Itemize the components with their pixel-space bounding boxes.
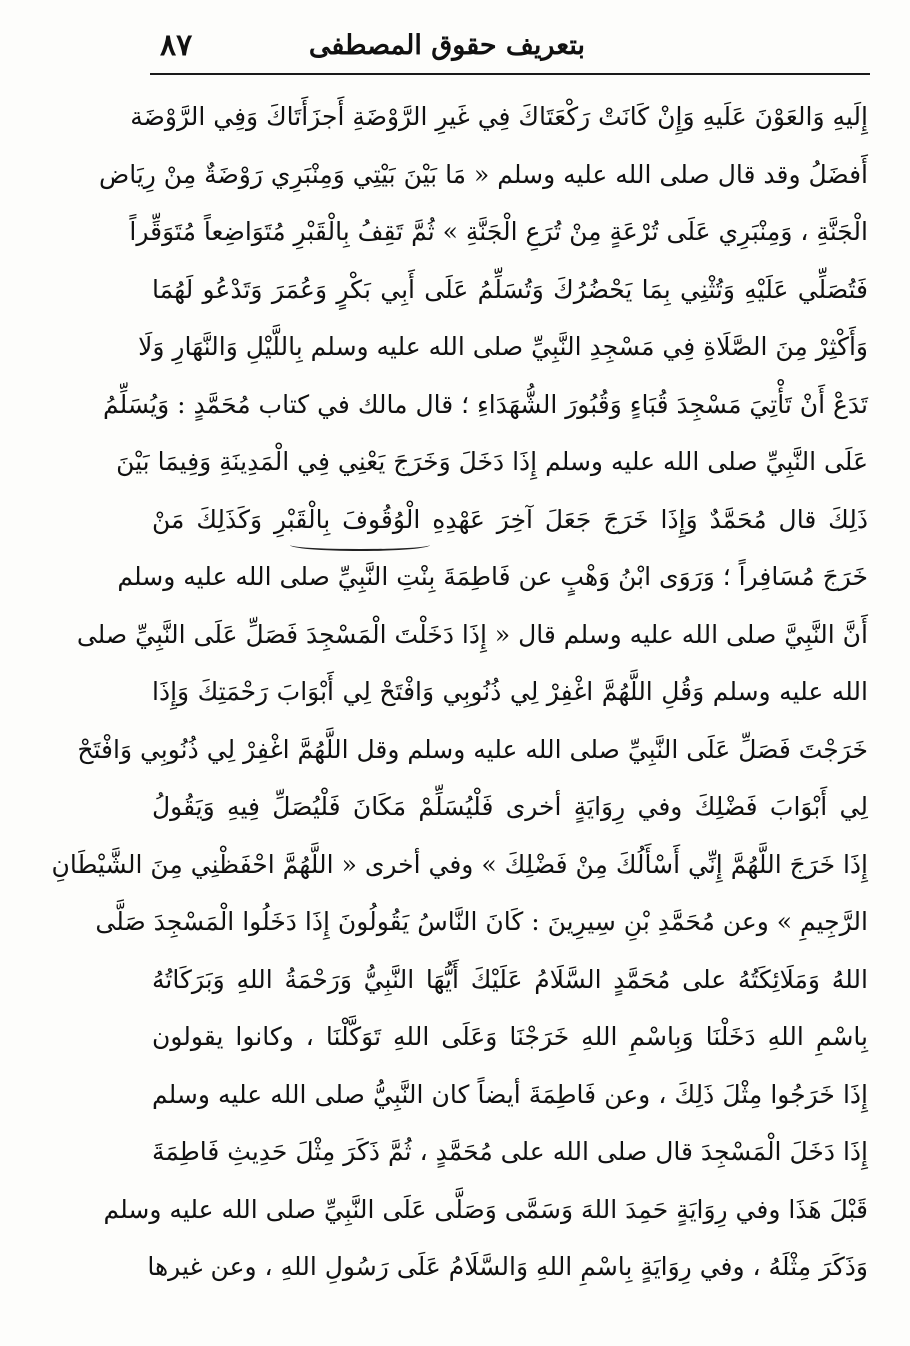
running-title: بتعريف حقوق المصطفى: [308, 30, 585, 61]
text-line: إِذَا دَخَلَ الْمَسْجِدَ قال صلى الله على مُحَمَّدٍ ، ثُمَّ ذَكَرَ مِثْلَ حَدِيثِ فَاطِمَةَ: [152, 1137, 868, 1166]
text-line: تَدَعْ أَنْ تَأْتِيَ مَسْجِدَ قُبَاءٍ وَقُبُورَ الشُّهَدَاءِ ؛ قال مالك في كتاب مُحَمَّدٍ : وَيُسَلِّمُ: [102, 389, 868, 419]
text-line: الْجَنَّةِ ، وَمِنْبَرِي عَلَى تُرْعَةٍ مِنْ تُرَعِ الْجَنَّةِ » ثُمَّ تَقِفُ بِالْقَبْرِ مُتَوَاضِعاً مُتَوَقِّراً: [129, 217, 868, 246]
text-line: خَرَجَ مُسَافِراً ؛ وَرَوَى ابْنُ وَهْبٍ عن فَاطِمَةَ بِنْتِ النَّبِيِّ صلى الله عليه وسلم: [117, 562, 868, 591]
text-line: إِلَيهِ وَالعَوْنَ عَلَيهِ وَإِنْ كَانَتْ رَكْعَتَاكَ فِي غَيرِ الرَّوْضَةِ أَجزَأَتَاكَ وَفِي الرَّوْضَة: [130, 102, 868, 131]
text-line: بِاسْمِ اللهِ دَخَلْنَا وَبِاسْمِ اللهِ خَرَجْنَا وَعَلَى اللهِ تَوَكَّلْنَا ، وكانوا يقولون: [152, 1022, 868, 1051]
text-line: الرَّجِيمِ » وعن مُحَمَّدِ بْنِ سِيرِينَ : كَانَ النَّاسُ يَقُولُونَ إِذَا دَخَلُوا الْمَسْجِدَ صَلَّى: [95, 907, 868, 936]
text-line: الله عليه وسلم وَقُلِ اللَّهُمَّ اغْفِرْ لِي ذُنُوبِي وَافْتَحْ لِي أَبْوَابَ رَحْمَتِكَ وَإِذَا: [152, 677, 868, 706]
text-line: خَرَجْتَ فَصَلِّ عَلَى النَّبِيِّ صلى الله عليه وسلم وقل اللَّهُمَّ اغْفِرْ لِي ذُنُوبِي وَافْتَحْ: [77, 734, 868, 764]
text-line: أَفضَلُ وقد قال صلى الله عليه وسلم « مَا بَيْنَ بَيْتِي وَمِنْبَرِي رَوْضَةٌ مِنْ رِيَاض: [98, 159, 868, 189]
text-line: أَنَّ النَّبِيَّ صلى الله عليه وسلم قال « إِذَا دَخَلْتَ الْمَسْجِدَ فَصَلِّ عَلَى النَّبِيِّ صلى: [76, 619, 868, 649]
text-line: إِذَا خَرَجَ اللَّهُمَّ إِنِّي أَسْأَلُكَ مِنْ فَضْلِكَ » وفي أخرى « اللَّهُمَّ احْفَظْنِي مِنَ الشَّيْطَانِ: [51, 849, 868, 879]
text-line: قَبْلَ هَذَا وفي رِوَايَةٍ حَمِدَ اللهَ وَسَمَّى وَصَلَّى عَلَى النَّبِيِّ صلى الله عليه وسلم: [103, 1194, 868, 1224]
text-line: عَلَى النَّبِيِّ صلى الله عليه وسلم إِذَا دَخَلَ وَخَرَجَ يَعْنِي فِي الْمَدِينَةِ وَفِيمَا بَيْنَ: [116, 447, 868, 476]
page-number: ٨٧: [160, 28, 193, 63]
page-header: [150, 28, 870, 72]
body-text: [51, 88, 868, 1296]
text-line: لِي أَبْوَابَ فَضْلِكَ وفي رِوَايَةٍ أخرى فَلْيُسَلِّمْ مَكَانَ فَلْيُصَلِّ فِيهِ وَيَقُولُ: [152, 792, 868, 821]
text-line: إِذَا خَرَجُوا مِثْلَ ذَلِكَ ، وعن فَاطِمَةَ أيضاً كان النَّبِيُّ صلى الله عليه وسلم: [152, 1079, 868, 1109]
handwritten-underline: [290, 539, 430, 551]
text-line: فَتُصَلِّي عَلَيْهِ وَتُثْنِي بِمَا يَحْضُرُكَ وَتُسَلِّمُ عَلَى أَبِي بَكْرٍ وَعُمَرَ وَتَدْعُو لَهُمَا: [152, 274, 868, 304]
text-line: وَأَكْثِرْ مِنَ الصَّلَاةِ فِي مَسْجِدِ النَّبِيِّ صلى الله عليه وسلم بِاللَّيْلِ وَالنَّهَارِ وَلَا: [138, 332, 868, 361]
text-line: وَذَكَرَ مِثْلَهُ ، وفي رِوَايَةٍ بِاسْمِ اللهِ وَالسَّلَامُ عَلَى رَسُولِ اللهِ ، وعن غيرها: [147, 1252, 868, 1281]
text-line: ذَلِكَ قال مُحَمَّدٌ وَإِذَا خَرَجَ جَعَلَ آخِرَ عَهْدِهِ الْوُقُوفَ بِالْقَبْرِ وَكَذَلِكَ مَنْ: [152, 504, 868, 534]
header-rule: [150, 73, 870, 75]
text-line: اللهُ وَمَلَائِكَتُهُ على مُحَمَّدٍ السَّلَامُ عَلَيْكَ أَيُّهَا النَّبِيُّ وَرَحْمَةُ اللهِ وَبَرَكَاتُهُ: [152, 964, 868, 994]
